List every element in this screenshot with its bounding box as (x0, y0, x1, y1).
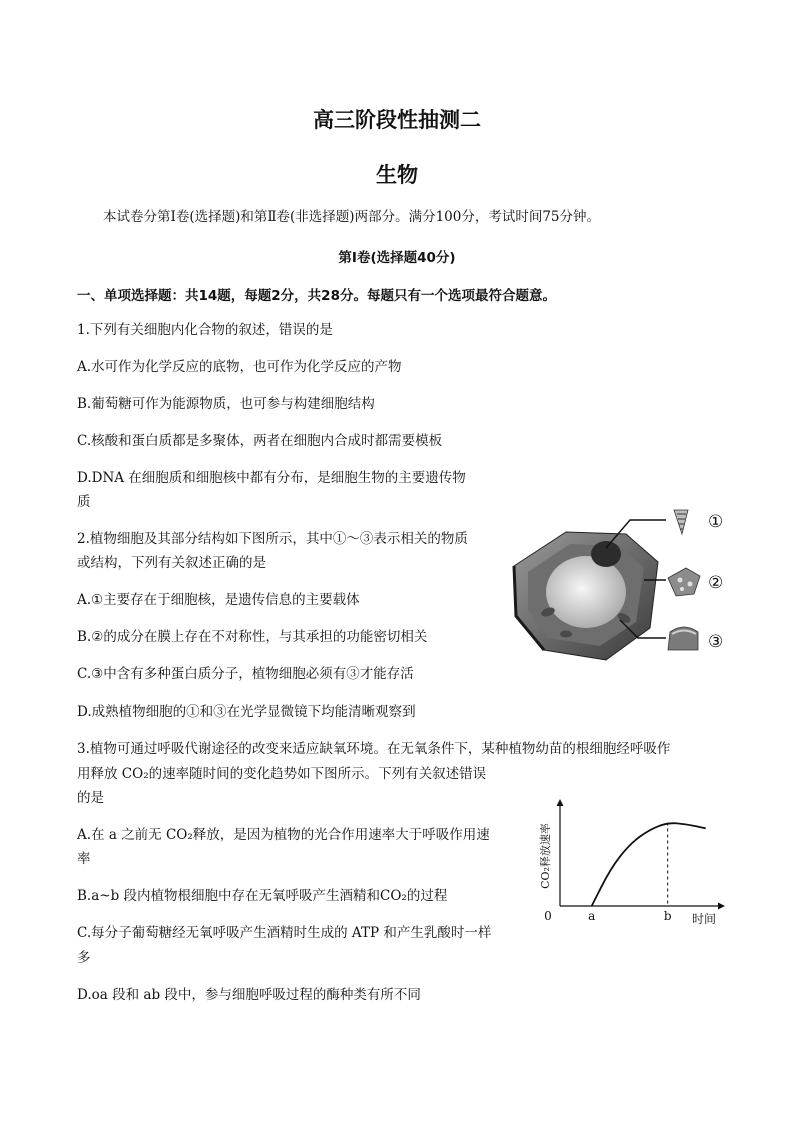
q2-option-a: A.①主要存在于细胞核，是遗传信息的主要载体 (77, 592, 360, 608)
q1-option-b: B.葡萄糖可作为能源物质，也可参与构建细胞结构 (77, 396, 375, 412)
co2-rate-series (592, 823, 706, 906)
subject-title: 生物 (376, 163, 418, 187)
exam-title: 高三阶段性抽测二 (313, 108, 481, 132)
q2-stem-line1: 2.植物细胞及其部分结构如下图所示，其中①～③表示相关的物质 (77, 531, 468, 547)
q1-option-c: C.核酸和蛋白质都是多聚体，两者在细胞内合成时都需要模板 (77, 433, 443, 449)
cell-wall-fragment-icon (668, 627, 698, 650)
plant-cell-figure (508, 500, 744, 668)
exam-intro: 本试卷分第Ⅰ卷(选择题)和第Ⅱ卷(非选择题)两部分。满分100分，考试时间75分钟。 (103, 209, 601, 225)
dna-strand-icon (674, 510, 688, 534)
q1-option-d-line2: 质 (77, 494, 91, 510)
q3-option-c-line2: 多 (77, 950, 91, 966)
y-axis-arrow (557, 799, 564, 806)
x-axis-label: 时间 (692, 912, 717, 926)
q2-option-d: D.成熟植物细胞的①和③在光学显微镜下均能清晰观察到 (77, 704, 416, 720)
figure-label-2: ② (708, 573, 724, 593)
q3-option-a-line2: 率 (77, 851, 91, 867)
q3-stem-line2: 用释放 CO₂的速率随时间的变化趋势如下图所示。下列有关叙述错误 (77, 766, 487, 782)
q3-option-b: B.a~b 段内植物根细胞中存在无氧呼吸产生酒精和CO₂的过程 (77, 888, 448, 904)
q1-option-d-line1: D.DNA 在细胞质和细胞核中都有分布，是细胞生物的主要遗传物 (77, 470, 466, 486)
figure-label-3: ③ (708, 632, 724, 652)
q3-option-c-line1: C.每分子葡萄糖经无氧呼吸产生酒精时生成的 ATP 和产生乳酸时一样 (77, 925, 492, 941)
x-axis-arrow (718, 903, 725, 910)
tick-label-b: b (663, 909, 672, 923)
q2-option-b: B.②的成分在膜上存在不对称性，与其承担的功能密切相关 (77, 629, 428, 645)
membrane-fragment-icon (668, 568, 700, 596)
q1-option-a: A.水可作为化学反应的底物，也可作为化学反应的产物 (77, 359, 402, 375)
tick-label-a: a (588, 909, 596, 923)
co2-release-chart (532, 796, 728, 930)
q3-option-d: D.oa 段和 ab 段中，参与细胞呼吸过程的酶种类有所不同 (77, 987, 421, 1003)
q1-stem: 1.下列有关细胞内化合物的叙述，错误的是 (77, 322, 333, 338)
figure-label-1: ① (708, 512, 724, 532)
cell-body (514, 532, 658, 660)
q3-option-a-line1: A.在 a 之前无 CO₂释放，是因为植物的光合作用速率大于呼吸作用速 (77, 827, 490, 843)
q2-stem-line2: 或结构，下列有关叙述正确的是 (77, 555, 266, 571)
origin-label: 0 (544, 909, 552, 923)
q3-stem-line1: 3.植物可通过呼吸代谢途径的改变来适应缺氧环境。在无氧条件下，某种植物幼苗的根细胞经呼吸作 (77, 741, 671, 757)
section-heading: 一、单项选择题：共14题，每题2分，共28分。每题只有一个选项最符合题意。 (77, 288, 556, 304)
q2-option-c: C.③中含有多种蛋白质分子，植物细胞必须有③才能存活 (77, 666, 414, 682)
part-title: 第Ⅰ卷(选择题40分) (338, 250, 456, 266)
y-axis-label: CO₂释放速率 (539, 823, 552, 889)
q3-stem-line3: 的是 (77, 790, 104, 806)
